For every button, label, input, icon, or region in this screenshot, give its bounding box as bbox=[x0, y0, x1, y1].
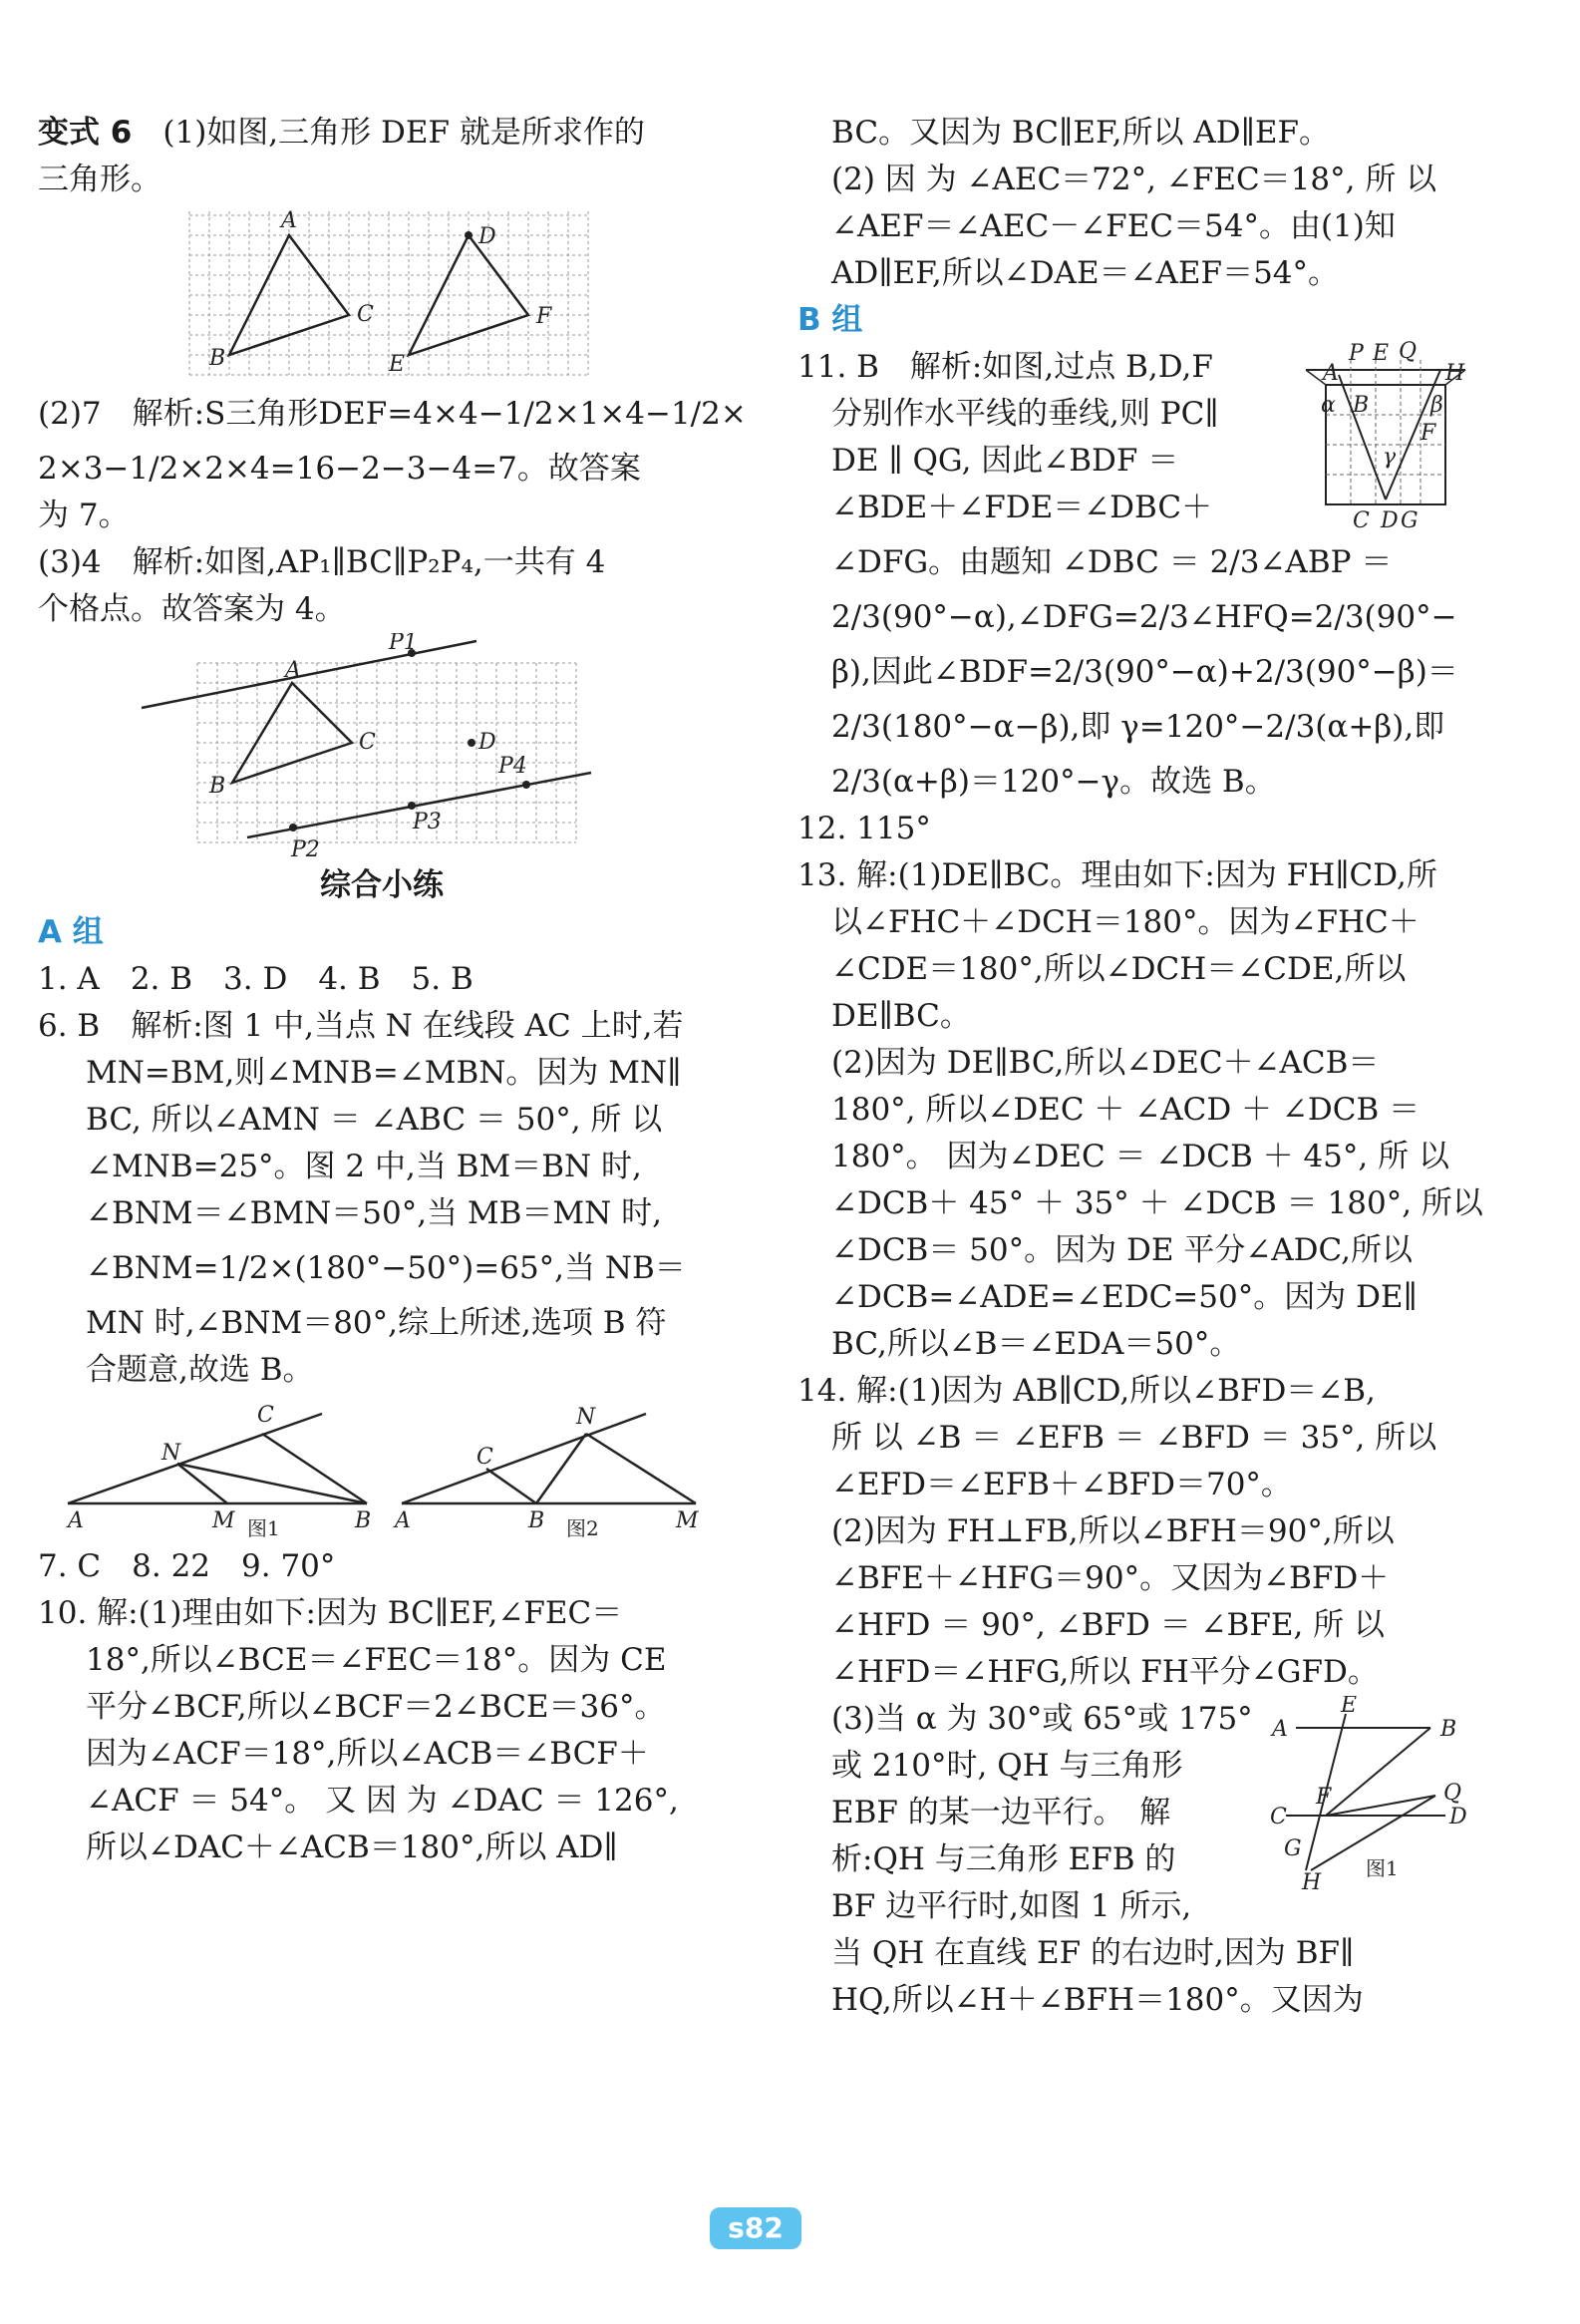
point-label: A bbox=[1272, 1717, 1288, 1742]
text-line: BC。又因为 BC∥EF,所以 AD∥EF。 bbox=[831, 115, 1331, 151]
text-line: 14. 解:(1)因为 AB∥CD,所以∠BFD＝∠B, bbox=[797, 1373, 1376, 1409]
text-line: ∠AEF＝∠AEC－∠FEC＝54°。由(1)知 bbox=[831, 208, 1396, 244]
text-line: 2/3(α+β)＝120°−γ。故选 B。 bbox=[831, 764, 1276, 800]
text-line: 当 QH 在直线 EF 的右边时,因为 BF∥ bbox=[831, 1935, 1355, 1971]
point-label: F bbox=[536, 304, 552, 329]
text-line: ∠BNM＝∠BMN＝50°,当 MB＝MN 时, bbox=[86, 1195, 662, 1231]
point-label: P4 bbox=[498, 754, 527, 779]
text-line: EBF 的某一边平行。 解 bbox=[831, 1795, 1171, 1830]
point-label: B bbox=[1440, 1717, 1457, 1742]
text-line: (2)因为 FH⊥FB,所以∠BFH＝90°,所以 bbox=[831, 1513, 1395, 1549]
text-line: (3)4 解析:如图,AP₁∥BC∥P₂P₄,一共有 4 bbox=[38, 544, 606, 580]
point-label: C bbox=[1353, 508, 1370, 533]
text-line: ∠DFG。由题知 ∠DBC ＝ 2/3∠ABP ＝ bbox=[831, 544, 1393, 580]
point-label: P3 bbox=[413, 810, 442, 834]
text-line: 180°, 所以∠DEC ＋ ∠ACD ＋ ∠DCB ＝ bbox=[831, 1092, 1421, 1128]
text-line: 12. 115° bbox=[797, 811, 931, 846]
point-label: C bbox=[359, 730, 376, 755]
text-line: AD∥EF,所以∠DAE＝∠AEF＝54°。 bbox=[831, 255, 1340, 291]
right-column bbox=[797, 110, 1515, 2024]
question-11-block bbox=[797, 340, 1515, 533]
text-line: 13. 解:(1)DE∥BC。理由如下:因为 FH∥CD,所 bbox=[797, 857, 1437, 893]
point-label: B bbox=[209, 346, 226, 371]
point-label: D bbox=[1381, 508, 1399, 533]
figure-two-triangles bbox=[38, 1394, 726, 1543]
point-label: A bbox=[395, 1508, 411, 1533]
text-line: ∠CDE＝180°,所以∠DCH＝∠CDE,所以 bbox=[831, 951, 1407, 987]
point-label: A bbox=[285, 658, 301, 683]
text-line: 2/3(180°−α−β),即 γ=120°−2/3(α+β),即 bbox=[831, 709, 1445, 745]
text-line: 11. B 解析:如图,过点 B,D,F bbox=[797, 349, 1213, 385]
text-line: MN 时,∠BNM＝80°,综上所述,选项 B 符 bbox=[86, 1305, 667, 1341]
point-label: A bbox=[1323, 361, 1339, 386]
point-label: P2 bbox=[291, 837, 320, 862]
point-label: D bbox=[478, 224, 496, 249]
text-line: BC,所以∠B＝∠EDA＝50°。 bbox=[831, 1326, 1241, 1362]
point-label: F bbox=[1316, 1785, 1332, 1810]
point-label: A bbox=[281, 208, 297, 233]
figure-parallel-lines-ebf bbox=[1256, 1696, 1485, 1895]
text-line: ∠BFE＋∠HFG＝90°。又因为∠BFD＋ bbox=[831, 1560, 1390, 1596]
text-line: 2/3(90°−α),∠DFG=2/3∠HFQ=2/3(90°− bbox=[831, 599, 1457, 635]
point-label: C bbox=[476, 1445, 493, 1470]
text-line: 2×3−1/2×2×4=16−2−3−4=7。故答案 bbox=[38, 451, 641, 487]
figure-grid-triangles bbox=[38, 203, 726, 383]
point-label: P bbox=[1349, 341, 1364, 366]
text-line: 因为∠ACF＝18°,所以∠ACB＝∠BCF＋ bbox=[86, 1736, 649, 1772]
text-line: 180°。 因为∠DEC ＝ ∠DCB ＋ 45°, 所 以 bbox=[831, 1139, 1449, 1174]
text-line: ∠BNM=1/2×(180°−50°)=65°,当 NB＝ bbox=[86, 1250, 686, 1286]
point-label: γ bbox=[1383, 445, 1397, 470]
text-line: 变式 6 (1)如图,三角形 DEF 就是所求作的 bbox=[38, 115, 645, 151]
text-line: 或 210°时, QH 与三角形 bbox=[831, 1748, 1183, 1784]
point-label: H bbox=[1302, 1870, 1322, 1895]
point-label: C bbox=[357, 302, 374, 327]
point-label: B bbox=[528, 1508, 545, 1533]
page-number: s82 bbox=[710, 2207, 801, 2249]
point-label: C bbox=[1270, 1805, 1287, 1829]
text-line: DE∥BC。 bbox=[831, 998, 971, 1034]
point-label: β bbox=[1430, 393, 1443, 418]
point-label: P1 bbox=[389, 633, 418, 655]
text-line: 所 以 ∠B ＝ ∠EFB ＝ ∠BFD ＝ 35°, 所以 bbox=[831, 1420, 1437, 1456]
text-line: ∠DCB＋ 45° ＋ 35° ＋ ∠DCB ＝ 180°, 所以 bbox=[831, 1185, 1483, 1221]
text-line: HQ,所以∠H＋∠BFH＝180°。又因为 bbox=[831, 1982, 1364, 2018]
text-line: ∠ACF ＝ 54°。 又 因 为 ∠DAC ＝ 126°, bbox=[86, 1783, 679, 1819]
point-label: M bbox=[212, 1508, 235, 1533]
text-line: 以∠FHC＋∠DCH＝180°。因为∠FHC＋ bbox=[831, 904, 1420, 940]
group-heading: A 组 bbox=[38, 914, 104, 950]
text-line: 个格点。故答案为 4。 bbox=[38, 591, 346, 627]
figure-caption: 图1 bbox=[247, 1516, 280, 1540]
text-line: (2) 因 为 ∠AEC＝72°, ∠FEC＝18°, 所 以 bbox=[831, 162, 1437, 197]
figure-light-reflection bbox=[1301, 340, 1470, 539]
text-line: (2)因为 DE∥BC,所以∠DEC＋∠ACB＝ bbox=[831, 1045, 1380, 1081]
group-heading: B 组 bbox=[797, 302, 863, 338]
text-line: ∠EFD＝∠EFB＋∠BFD＝70°。 bbox=[831, 1467, 1292, 1502]
figure-caption: 图2 bbox=[566, 1516, 599, 1540]
text-line: 三角形。 bbox=[38, 162, 161, 197]
text-line: MN=BM,则∠MNB=∠MBN。因为 MN∥ bbox=[86, 1055, 682, 1091]
text-line: ∠BDE＋∠FDE＝∠DBC＋ bbox=[831, 490, 1213, 525]
point-label: N bbox=[161, 1441, 181, 1466]
text-line: 6. B 解析:图 1 中,当点 N 在线段 AC 上时,若 bbox=[38, 1008, 684, 1044]
point-label: B bbox=[209, 774, 226, 799]
text-line: ∠DCB=∠ADE=∠EDC=50°。因为 DE∥ bbox=[831, 1279, 1418, 1315]
point-label: G bbox=[1401, 508, 1419, 533]
text-line: ∠HFD＝∠HFG,所以 FH平分∠GFD。 bbox=[831, 1654, 1379, 1690]
point-label: B bbox=[1353, 393, 1370, 418]
text-line: DE ∥ QG, 因此∠BDF ＝ bbox=[831, 443, 1179, 479]
text-line: ∠DCB＝ 50°。因为 DE 平分∠ADC,所以 bbox=[831, 1232, 1414, 1268]
left-column bbox=[38, 110, 747, 1871]
text-line: ∠MNB=25°。图 2 中,当 BM＝BN 时, bbox=[86, 1149, 642, 1184]
point-label: α bbox=[1321, 393, 1336, 418]
point-label: N bbox=[576, 1405, 596, 1430]
point-label: D bbox=[1449, 1805, 1467, 1829]
text-line: 10. 解:(1)理由如下:因为 BC∥EF,∠FEC＝ bbox=[38, 1595, 623, 1631]
point-label: F bbox=[1421, 421, 1436, 446]
point-label: Q bbox=[1443, 1781, 1462, 1806]
text-line: BF 边平行时,如图 1 所示, bbox=[831, 1888, 1192, 1924]
point-label: B bbox=[355, 1508, 372, 1533]
text-line: 1. A 2. B 3. D 4. B 5. B bbox=[38, 961, 474, 997]
text-line: BC, 所以∠AMN ＝ ∠ABC ＝ 50°, 所 以 bbox=[86, 1102, 663, 1138]
figure-grid-parallel-lines bbox=[38, 633, 726, 862]
text-line: (2)7 解析:S三角形DEF=4×4−1/2×1×4−1/2× bbox=[38, 396, 747, 432]
question-14-3-block bbox=[797, 1696, 1515, 1930]
text-line: 为 7。 bbox=[38, 498, 130, 533]
point-label: E bbox=[1373, 341, 1390, 366]
figure-caption: 图1 bbox=[1366, 1856, 1399, 1880]
text-line: 18°,所以∠BCE＝∠FEC＝18°。因为 CE bbox=[86, 1642, 667, 1678]
text-line: 7. C 8. 22 9. 70° bbox=[38, 1548, 336, 1584]
text-line: ∠HFD ＝ 90°, ∠BFD ＝ ∠BFE, 所 以 bbox=[831, 1607, 1386, 1643]
point-label: H bbox=[1445, 361, 1465, 386]
text-line: 析:QH 与三角形 EFB 的 bbox=[831, 1841, 1176, 1877]
point-label: G bbox=[1284, 1836, 1302, 1861]
point-label: M bbox=[676, 1508, 699, 1533]
point-label: Q bbox=[1399, 340, 1418, 364]
point-label: A bbox=[68, 1508, 84, 1533]
point-label: C bbox=[257, 1403, 274, 1428]
text-line: 平分∠BCF,所以∠BCF＝2∠BCE＝36°。 bbox=[86, 1689, 666, 1725]
text-line: β),因此∠BDF=2/3(90°−α)+2/3(90°−β)＝ bbox=[831, 654, 1458, 690]
point-label: E bbox=[389, 352, 406, 377]
text-line: (3)当 α 为 30°或 65°或 175° bbox=[831, 1701, 1253, 1737]
text-line: 分别作水平线的垂线,则 PC∥ bbox=[831, 396, 1219, 432]
point-label: D bbox=[478, 730, 496, 755]
text-line: 所以∠DAC＋∠ACB＝180°,所以 AD∥ bbox=[86, 1829, 618, 1865]
text-line: 合题意,故选 B。 bbox=[86, 1352, 314, 1388]
point-label: E bbox=[1341, 1696, 1358, 1718]
section-title: 综合小练 bbox=[320, 867, 444, 903]
